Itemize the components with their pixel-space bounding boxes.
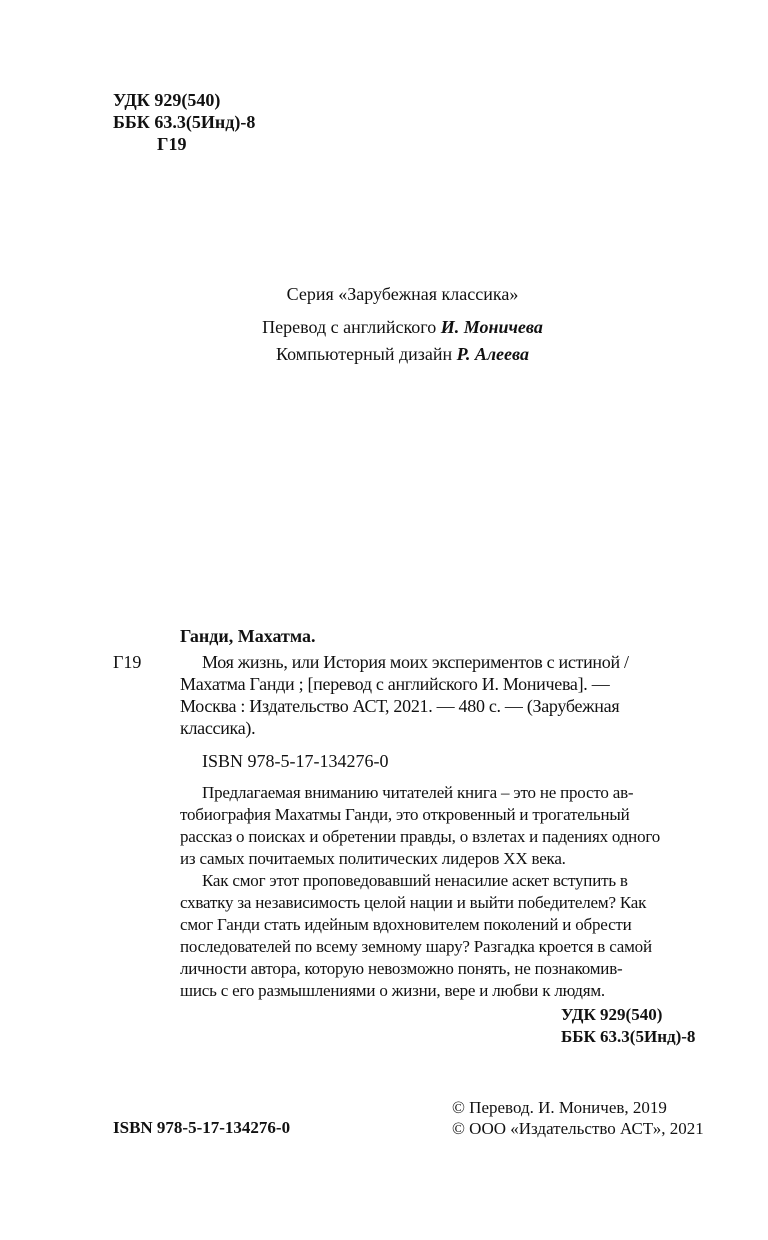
series-line: Серия «Зарубежная классика»	[286, 284, 519, 304]
bbk-code-bottom: ББК 63.3(5Инд)-8	[561, 1027, 696, 1046]
annotation-line: Предлагаемая вниманию читателей книга – это не просто ав-	[202, 783, 634, 802]
annotation-line: из самых почитаемых политических лидеров XX века.	[180, 849, 566, 868]
isbn-bottom: ISBN 978-5-17-134276-0	[113, 1118, 291, 1137]
record-heading: Ганди, Махатма.	[180, 626, 316, 646]
description-line: Моя жизнь, или История моих экспериментов с истиной /	[202, 652, 629, 672]
description-line: Москва : Издательство АСТ, 2021. — 480 с. — (Зарубежная	[180, 696, 620, 716]
annotation-line: смог Ганди стать идейным вдохновителем поколений и обрести	[180, 915, 632, 934]
record-description	[180, 651, 692, 739]
annotation-line: Как смог этот проповедовавший ненасилие аскет вступить в	[202, 871, 628, 890]
translator-name: И. Моничева	[440, 317, 543, 337]
annotation-line: тобиография Махатмы Ганди, это откровенный и трогательный	[180, 805, 630, 824]
annotation-line: личности автора, которую невозможно понять, не познакомив-	[180, 959, 623, 978]
udk-code-top: УДК 929(540)	[113, 90, 221, 110]
translation-prefix: Перевод с английского	[262, 317, 437, 337]
description-line: Махатма Ганди ; [перевод с английского И. Моничева]. —	[180, 674, 610, 694]
annotation-line: схватку за независимость целой нации и выйти победителем? Как	[180, 893, 647, 912]
annotation	[180, 782, 692, 1002]
design-line	[0, 343, 768, 365]
annotation-line: последователей по всему земному шару? Разгадка кроется в самой	[180, 937, 652, 956]
annotation-line: шись с его размышлениями о жизни, вере и любви к людям.	[180, 981, 605, 1000]
annotation-line: рассказ о поисках и обретении правды, о взлетах и падениях одного	[180, 827, 661, 846]
design-prefix: Компьютерный дизайн	[276, 344, 453, 364]
udk-code-bottom: УДК 929(540)	[561, 1005, 663, 1024]
description-line: классика).	[180, 718, 256, 738]
record-author-sign: Г19	[113, 652, 142, 672]
designer-name: Р. Алеева	[456, 344, 529, 364]
author-sign-top: Г19	[157, 134, 187, 154]
translation-line	[0, 316, 768, 338]
record-isbn: ISBN 978-5-17-134276-0	[202, 751, 389, 771]
copyright-translation: © Перевод. И. Моничев, 2019	[452, 1098, 667, 1117]
copyright-publisher: © ООО «Издательство АСТ», 2021	[452, 1119, 704, 1138]
bbk-code-top: ББК 63.3(5Инд)-8	[113, 112, 256, 132]
